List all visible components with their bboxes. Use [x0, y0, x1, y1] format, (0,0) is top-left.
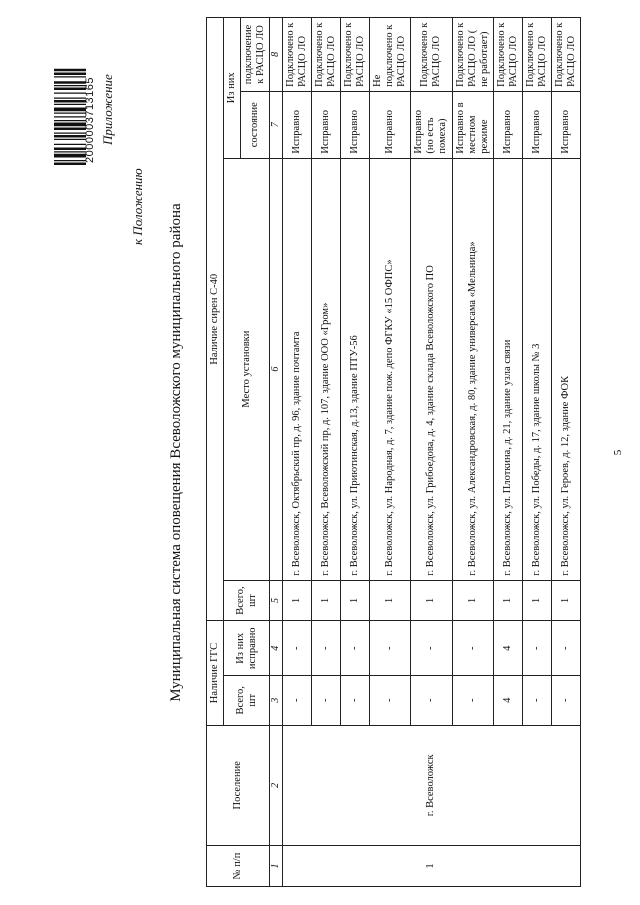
sirens-total-cell: 1 — [493, 580, 522, 621]
state-cell: Исправно (но есть помеха) — [411, 91, 452, 158]
sirens-total-cell: 1 — [551, 580, 580, 621]
ggs-ok-cell: - — [311, 621, 340, 676]
ggs-total-cell: - — [411, 676, 452, 726]
connection-cell: Не подключено к РАСЦО ЛО — [370, 18, 411, 92]
sirens-total-cell: 1 — [522, 580, 551, 621]
barcode-image — [54, 37, 86, 165]
table-row — [282, 18, 311, 887]
state-cell: Исправно — [551, 91, 580, 158]
state-cell: Исправно — [341, 91, 370, 158]
ggs-ok-cell: - — [452, 621, 493, 676]
ggs-total-cell: - — [282, 676, 311, 726]
ggs-ok-cell: - — [522, 621, 551, 676]
settlement-name: г. Всеволожск — [282, 725, 580, 846]
state-cell: Исправно — [493, 91, 522, 158]
appendix-label: Приложение — [100, 74, 115, 145]
location-cell: г. Всеволожск, ул. Героев, д. 12, здание ФОК — [551, 158, 580, 580]
column-number: 8 — [270, 18, 283, 92]
ggs-total-cell: - — [370, 676, 411, 726]
location-cell: г. Всеволожск, ул. Народная, д. 7, здание пож. депо ФГКУ «15 ОФПС» — [370, 158, 411, 580]
state-cell: Исправно — [282, 91, 311, 158]
location-cell: г. Всеволожск, Всеволожский пр, д. 107, здание ООО «Гром» — [311, 158, 340, 580]
sirens-table — [206, 17, 581, 887]
ggs-ok-cell: 4 — [493, 621, 522, 676]
column-number: 7 — [270, 91, 283, 158]
header-settlement: Поселение — [207, 725, 270, 846]
state-cell: Исправно — [311, 91, 340, 158]
column-number: 3 — [270, 676, 283, 726]
connection-cell: Подключено к РАСЦО ЛО — [551, 18, 580, 92]
ggs-ok-cell: - — [411, 621, 452, 676]
ggs-total-cell: 4 — [493, 676, 522, 726]
ggs-total-cell: - — [341, 676, 370, 726]
connection-cell: Подключено к РАСЦО ЛО — [311, 18, 340, 92]
header-num: № п/п — [207, 846, 270, 887]
sirens-total-cell: 1 — [282, 580, 311, 621]
state-cell: Исправно — [370, 91, 411, 158]
sirens-total-cell: 1 — [411, 580, 452, 621]
location-cell: г. Всеволожск, ул. Грибоедова, д. 4, здание склада Всеволожского ПО — [411, 158, 452, 580]
connection-cell: Подключено к РАСЦО ЛО — [522, 18, 551, 92]
sirens-total-cell: 1 — [311, 580, 340, 621]
column-number-row — [270, 18, 283, 887]
connection-cell: Подключено к РАСЦО ЛО — [282, 18, 311, 92]
column-number: 4 — [270, 621, 283, 676]
sirens-total-cell: 1 — [452, 580, 493, 621]
column-number: 5 — [270, 580, 283, 621]
header-ggs: Наличие ГГС — [207, 621, 224, 725]
location-cell: г. Всеволожск, ул. Победы, д. 17, здание школы № 3 — [522, 158, 551, 580]
page-number: 5 — [612, 449, 624, 456]
header-ggs-total: Всего, шт — [224, 676, 270, 726]
ggs-total-cell: - — [551, 676, 580, 726]
ggs-ok-cell: - — [341, 621, 370, 676]
to-regulation-label: к Положению — [130, 168, 145, 245]
location-cell: г. Всеволожск, ул. Александровская, д. 80, здание универсама «Мельница» — [452, 158, 493, 580]
header-sirens: Наличие сирен С-40 — [207, 18, 224, 622]
state-cell: Исправно в местном режиме — [452, 91, 493, 158]
connection-cell: Подключено к РАСЦО ЛО — [341, 18, 370, 92]
header-connection: подключение к РАСЦО ЛО — [241, 18, 270, 92]
ggs-total-cell: - — [452, 676, 493, 726]
ggs-ok-cell: - — [551, 621, 580, 676]
table-body — [270, 18, 581, 887]
header-of-them: Из них — [224, 18, 241, 159]
row-number: 1 — [282, 846, 580, 887]
sirens-total-cell: 1 — [370, 580, 411, 621]
header-ggs-ok: Из них исправно — [224, 621, 270, 676]
column-number: 1 — [270, 846, 283, 887]
connection-cell: Подключено к РАСЦО ЛО — [411, 18, 452, 92]
connection-cell: Подключено к РАСЦО ЛО — [493, 18, 522, 92]
header-location: Место установки — [224, 158, 270, 580]
document-title: Муниципальная система оповещения Всеволожского муниципального района — [168, 203, 184, 702]
location-cell: г. Всеволожск, ул. Приютинская, д.13, здание ПТУ-56 — [341, 158, 370, 580]
sirens-total-cell: 1 — [341, 580, 370, 621]
header-sirens-total: Всего, шт — [224, 580, 270, 621]
connection-cell: Подключено к РАСЦО ЛО ( не работает) — [452, 18, 493, 92]
column-number: 2 — [270, 725, 283, 846]
ggs-ok-cell: - — [370, 621, 411, 676]
location-cell: г. Всеволожск, Октябрьский пр, д. 96, здание почтамта — [282, 158, 311, 580]
location-cell: г. Всеволожск, ул. Плоткина, д. 21, здание узла связи — [493, 158, 522, 580]
ggs-total-cell: - — [522, 676, 551, 726]
barcode-number: 2000003713165 — [84, 76, 96, 163]
ggs-ok-cell: - — [282, 621, 311, 676]
column-number: 6 — [270, 158, 283, 580]
header-state: состояние — [241, 91, 270, 158]
ggs-total-cell: - — [311, 676, 340, 726]
state-cell: Исправно — [522, 91, 551, 158]
